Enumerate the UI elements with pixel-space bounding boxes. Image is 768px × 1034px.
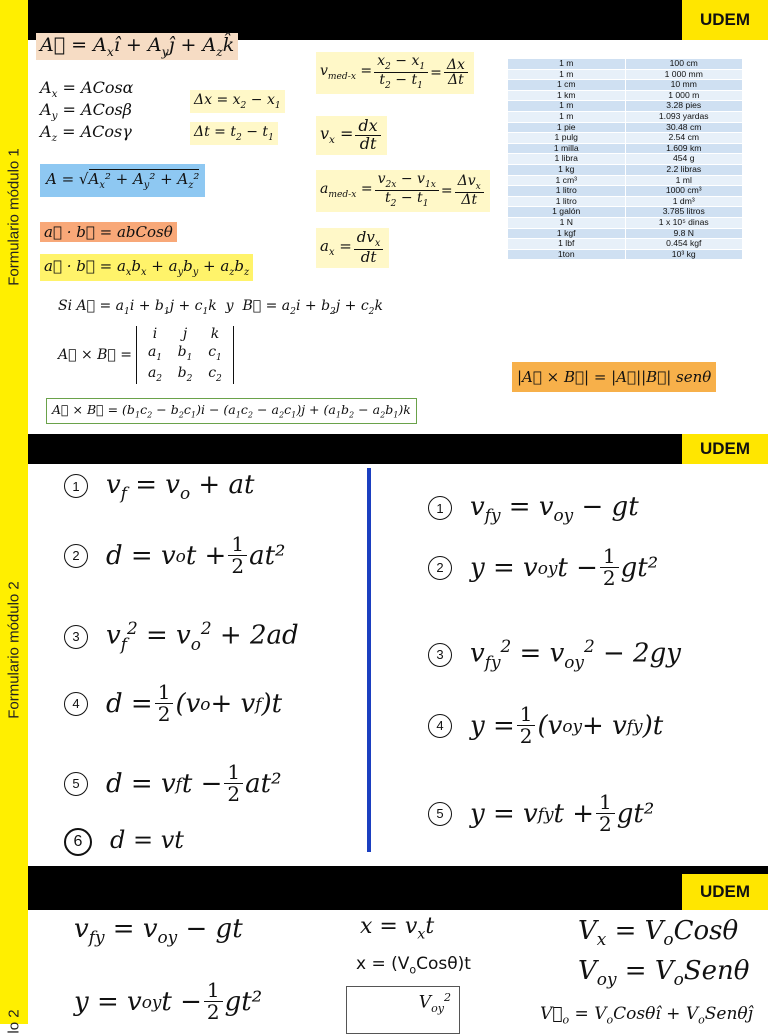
conversion-to: 454 g — [625, 154, 742, 165]
conversion-to: 2.2 libras — [625, 164, 742, 175]
udem-logo: UDEM — [682, 434, 768, 464]
m2-left-3: 3 $v_f^2 = v_o^2 + 2ad$ — [64, 618, 299, 654]
conversion-to: 1 dm³ — [625, 196, 742, 207]
conversion-to: 100 cm — [625, 59, 742, 69]
sidebar-label: Formulario módulo 2 — [5, 581, 23, 719]
conversion-from: 1 lbf — [508, 239, 625, 250]
conversion-to: 0.454 kgf — [625, 239, 742, 250]
conversion-to: 1000 cm³ — [625, 186, 742, 197]
conversion-row — [508, 228, 742, 239]
conversion-from: 1 kg — [508, 164, 625, 175]
vmed-formula: $v_{med-x}$ = $\frac{x_2 - x_1}{t_2 - t_1}$ = $\frac{\Delta x}{\Delta t}$ — [316, 52, 474, 94]
conversion-table — [508, 59, 742, 260]
m3-x-cos: $x = (V_oCos\theta)t$ — [356, 954, 471, 977]
conversion-from: 1 pulg — [508, 133, 625, 144]
conversion-from: 1 cm³ — [508, 175, 625, 186]
sidebar-module-3 — [0, 866, 28, 1034]
conversion-to: 1.609 km — [625, 143, 742, 154]
m2-left-5: 5 d = v f t − $\frac{1}{2}$ at² — [64, 762, 282, 805]
delta-x: $\Delta x = x_2 - x_1$ — [190, 90, 285, 113]
conversion-row — [508, 133, 742, 144]
m3-voy: $V_{oy} = V_oSen\theta$ — [578, 956, 750, 990]
magnitude: $A = √A_x^2 + A_y^2 + A_z^2$ — [40, 164, 205, 197]
cross-expanded: A⃗ × B⃗ = $(b_1c_2 - b_2c_1)i - (a_1c_2 - a_2c_1)j + (a_1b_2 - a_2b_1)k$ — [46, 398, 417, 424]
conversion-to: 2.54 cm — [625, 133, 742, 144]
m3-x: $x = v_xt$ — [360, 914, 435, 943]
conversion-from: 1 km — [508, 90, 625, 101]
conversion-row — [508, 186, 742, 197]
m2-right-3: 3 $v_{fy}^2 = v_{oy}^2 - 2gy$ — [428, 636, 681, 672]
m3-vx: $V_x = V_oCos\theta$ — [578, 916, 739, 950]
cross-determinant: A⃗ × B⃗ = i j k $a_1$ $b_1$ $c_1$ $a_2$ $b_2$ $c_2$ — [58, 326, 234, 384]
conversion-to: 10³ kg — [625, 249, 742, 260]
conversion-from: 1 m — [508, 111, 625, 122]
conversion-from: 1 pie — [508, 122, 625, 133]
component-x: $A_x$ = ACosα — [40, 78, 134, 101]
amed-formula: $a_{med-x}$ = $\frac{v_{2x} - v_{1x}}{t_2 - t_1}$ = $\frac{\Delta v_x}{\Delta t}$ — [316, 170, 490, 212]
conversion-row — [508, 122, 742, 133]
vx-formula: $v_x$ = $\frac{dx}{dt}$ — [316, 116, 387, 155]
conversion-from: 1 m — [508, 69, 625, 80]
conversion-from: 1 kgf — [508, 228, 625, 239]
conversion-to: 1 000 m — [625, 90, 742, 101]
conversion-row — [508, 196, 742, 207]
m3-vfy: $v_{fy} = v_{oy}$ − gt — [74, 914, 243, 948]
conversion-to: 3.28 pies — [625, 101, 742, 112]
conversion-row — [508, 59, 742, 69]
conversion-from: 1 litro — [508, 186, 625, 197]
sidebar-module-1 — [0, 0, 28, 434]
conversion-row — [508, 217, 742, 228]
m2-right-5: 5 y = v fy t + $\frac{1}{2}$ gt² — [428, 792, 654, 835]
conversion-row — [508, 101, 742, 112]
header-bar-2 — [28, 434, 768, 464]
ax-formula: $a_x$ = $\frac{dv_x}{dt}$ — [316, 228, 389, 268]
conversion-row — [508, 143, 742, 154]
conversion-row — [508, 249, 742, 260]
conversion-to: 30.48 cm — [625, 122, 742, 133]
conversion-row — [508, 175, 742, 186]
conversion-row — [508, 154, 742, 165]
si-line: Si A⃗ = $a_1i + b_1j + c_1k$ y B⃗ = $a_2i + b_2j + c_2k$ — [58, 298, 383, 317]
conversion-from: 1 cm — [508, 80, 625, 91]
conversion-row — [508, 69, 742, 80]
component-z: $A_z$ = ACosγ — [40, 122, 132, 145]
sidebar-module-2 — [0, 434, 28, 866]
conversion-to: 1 000 mm — [625, 69, 742, 80]
conversion-to: 1 x 10⁵ dinas — [625, 217, 742, 228]
conversion-from: 1 libra — [508, 154, 625, 165]
conversion-to: 10 mm — [625, 80, 742, 91]
sidebar-label: Formulario módulo 1 — [5, 148, 23, 286]
m2-right-2: 2 y = v oy t − $\frac{1}{2}$ gt² — [428, 546, 658, 589]
conversion-row — [508, 239, 742, 250]
conversion-from: 1ton — [508, 249, 625, 260]
conversion-row — [508, 80, 742, 91]
m2-left-4: 4 d = $\frac{1}{2}$ (v o + v f )t — [64, 682, 282, 725]
conversion-from: 1 m — [508, 59, 625, 69]
conversion-row — [508, 207, 742, 218]
m2-left-2: 2 d = v o t + $\frac{1}{2}$ at² — [64, 534, 285, 577]
conversion-to: 3.785 litros — [625, 207, 742, 218]
conversion-to: 1.093 yardas — [625, 111, 742, 122]
conversion-row — [508, 111, 742, 122]
delta-t: $\Delta t = t_2 - t_1$ — [190, 122, 278, 145]
conversion-from: 1 m — [508, 101, 625, 112]
conversion-from: 1 N — [508, 217, 625, 228]
m3-boxed-fraction: $V_{oy}^2$ — [346, 986, 460, 1034]
conversion-from: 1 litro — [508, 196, 625, 207]
column-divider — [367, 468, 371, 852]
udem-logo: UDEM — [682, 874, 768, 910]
dot-product-2: a⃗ · b⃗ = $a_xb_x + a_yb_y + a_zb_z$ — [40, 254, 253, 281]
m2-left-1: 1 $v_f = v_o$ + at — [64, 470, 254, 503]
m3-vector: $V⃗_o$ = $V_oCos\theta î$ + $V_oSen\theta ĵ$ — [540, 1004, 753, 1027]
dot-product-1: a⃗ · b⃗ = abCosθ — [40, 222, 177, 242]
conversion-to: 1 ml — [625, 175, 742, 186]
conversion-row — [508, 164, 742, 175]
m2-left-6: 6 d = vt — [64, 826, 184, 856]
conversion-row — [508, 90, 742, 101]
m2-right-4: 4 y = $\frac{1}{2}$ (v oy + v fy )t — [428, 704, 663, 747]
vector-def: A⃗ = $A_xî$ + $A_yĵ$ + $A_zk̂$ — [36, 33, 238, 60]
udem-logo: UDEM — [682, 0, 768, 40]
component-y: $A_y$ = ACosβ — [40, 100, 132, 123]
conversion-from: 1 milla — [508, 143, 625, 154]
header-bar-3 — [28, 866, 768, 910]
m2-right-1: 1 $v_{fy} = v_{oy}$ − gt — [428, 492, 639, 525]
conversion-to: 9.8 N — [625, 228, 742, 239]
sidebar-label: lo 2 — [5, 1009, 23, 1034]
conversion-from: 1 galón — [508, 207, 625, 218]
m3-y: y = v oy t − $\frac{1}{2}$ gt² — [74, 978, 263, 1024]
cross-magnitude: |A⃗ × B⃗| = |A⃗||B⃗| senθ — [512, 362, 716, 392]
